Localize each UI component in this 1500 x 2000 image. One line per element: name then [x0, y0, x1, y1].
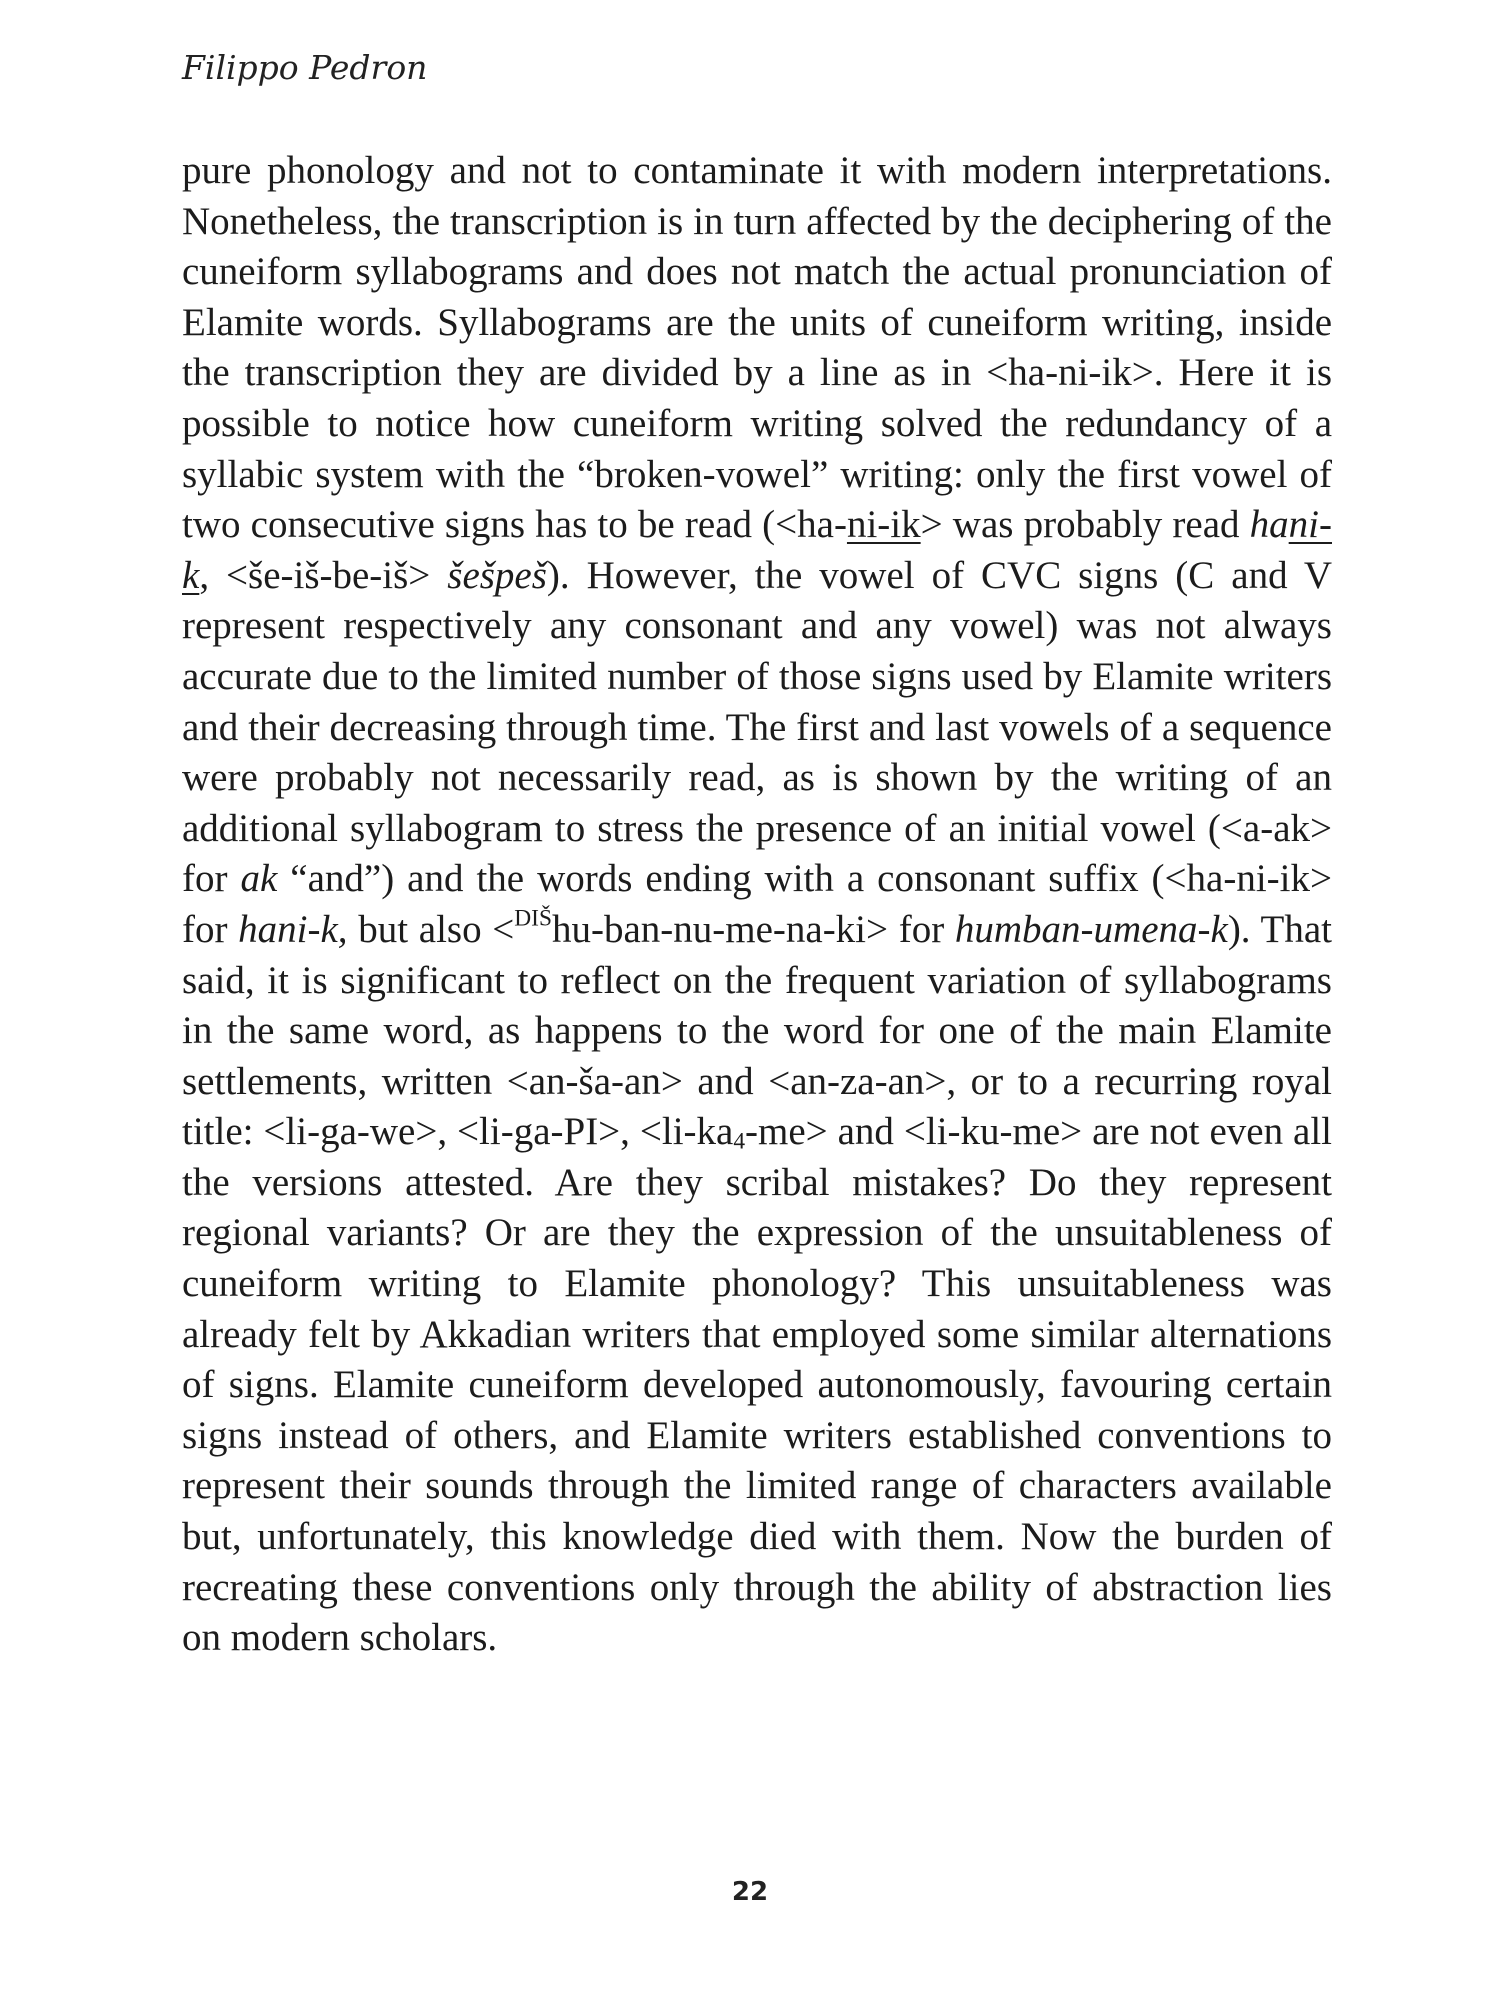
subscript-index: 4 [733, 1128, 746, 1155]
underlined-syllables: ni-ik [846, 503, 921, 547]
text-run: > was probably read [920, 503, 1250, 547]
determinative-superscript: DIŠ [514, 905, 552, 932]
text-run: , <še-iš-be-iš> [199, 553, 448, 597]
italic-term: ak [240, 857, 278, 901]
underlined-syllables: ni-k [182, 503, 1332, 597]
body-paragraph [182, 146, 1332, 1664]
text-run: ). That said, it is significant to reflect on the frequent variation of syllabograms in the same word, as happens to the word for one of the main Elamite settlements, written <an-ša-an> and <an-za-an>, or to a recurring royal title: <li-ga-we>, <li-ga-PI>, <li-ka [182, 907, 1332, 1154]
text-run: -me> and <li-ku-me> are not even all the versions attested. Are they scribal mistakes? Do they represent regional variants? Or are they the expression of the unsuitableness of cuneiform writing to Elamite phonology? This unsuitableness was already felt by Akkadian writers that employed some similar alternations of signs. Elamite cuneiform developed autonomously, favouring certain signs instead of others, and Elamite writers established conventions to represent their sounds through the limited range of characters available but, unfortunately, this knowledge died with them. Now the burden of recreating these conventions only through the ability of abstraction lies on modern scholars. [182, 1110, 1332, 1660]
italic-term: šešpeš [447, 553, 547, 597]
page-number: 22 [731, 1877, 769, 1907]
text-run: hu-ban-nu-me-na-ki> for [551, 907, 955, 951]
running-header-author: Filippo Pedron [182, 48, 428, 87]
italic-term: humban-umena-k [954, 907, 1228, 951]
text-run: ). However, the vowel of CVC signs (C and V represent respectively any consonant and any vowel) was not always accurate due to the limited number of those signs used by Elamite writers and their decreasing through time. The first and last vowels of a sequence were probably not necessarily read, as is shown by the writing of an additional syllabogram to stress the presence of an initial vowel (<a-ak> for [182, 553, 1332, 901]
text-run: ha [1249, 503, 1289, 547]
italic-term: hani-k, [238, 907, 348, 951]
text-run: but also < [347, 907, 515, 951]
text-run: pure phonology and not to contaminate it with modern interpretations. Nonetheless, the transcription is in turn affected by the deciphering of the cuneiform syllabograms and does not match the actual pronunciation of Elamite words. Syllabograms are the units of cuneiform writing, inside the transcription they are divided by a line as in <ha-ni-ik>. Here it is possible to notice how cuneiform writing solved the redundancy of a syllabic system with the “broken-vowel” writing: only the first vowel of two consecutive signs has to be read (<ha- [182, 149, 1332, 547]
text-run: “and”) and the words ending with a consonant suffix (<ha-ni-ik> for [182, 857, 1332, 951]
